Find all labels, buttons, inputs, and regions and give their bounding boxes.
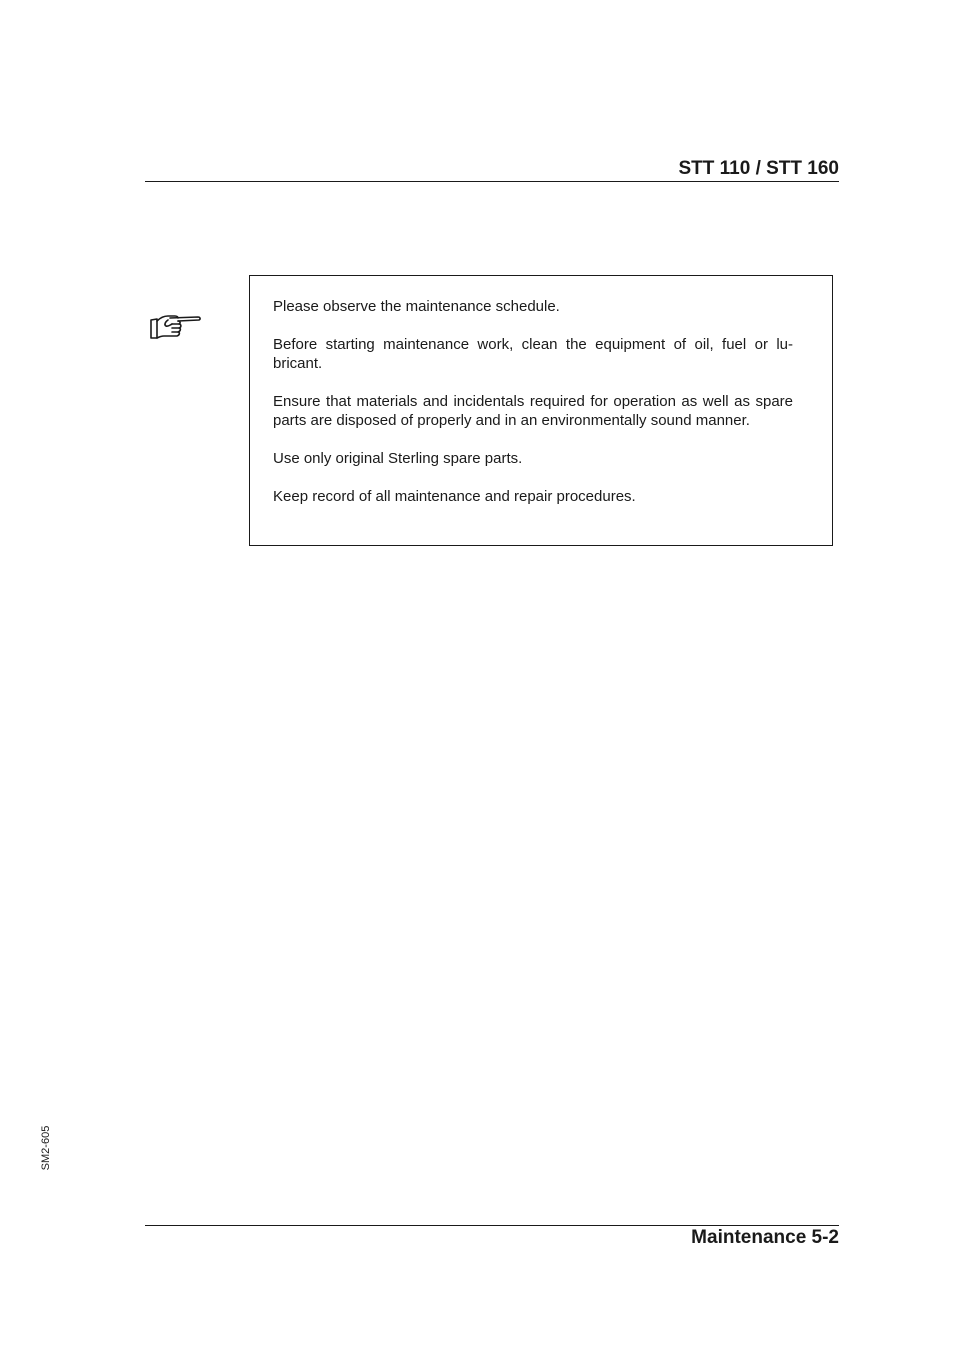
note-paragraph-clean: Before starting maintenance work, clean the equipment of oil, fuel or lu-bricant. [273,336,793,372]
document-code: SM2-605 [40,1125,52,1171]
maintenance-note-box [249,275,833,546]
note-paragraph-dispose: Ensure that materials and incidentals required for operation as well as spare parts are disposed of properly and in an environmentally sound manner. [273,393,793,429]
footer-rule [145,1225,839,1226]
pointing-hand-icon [148,311,204,343]
note-text [273,297,793,506]
page-footer-title: Maintenance 5-2 [691,1227,839,1248]
header-rule [145,181,839,182]
note-paragraph-schedule: Please observe the maintenance schedule. [273,298,560,315]
note-paragraph-spare-parts: Use only original Sterling spare parts. [273,450,523,467]
page-header-title: STT 110 / STT 160 [678,158,839,179]
note-paragraph-record: Keep record of all maintenance and repair procedures. [273,488,636,505]
